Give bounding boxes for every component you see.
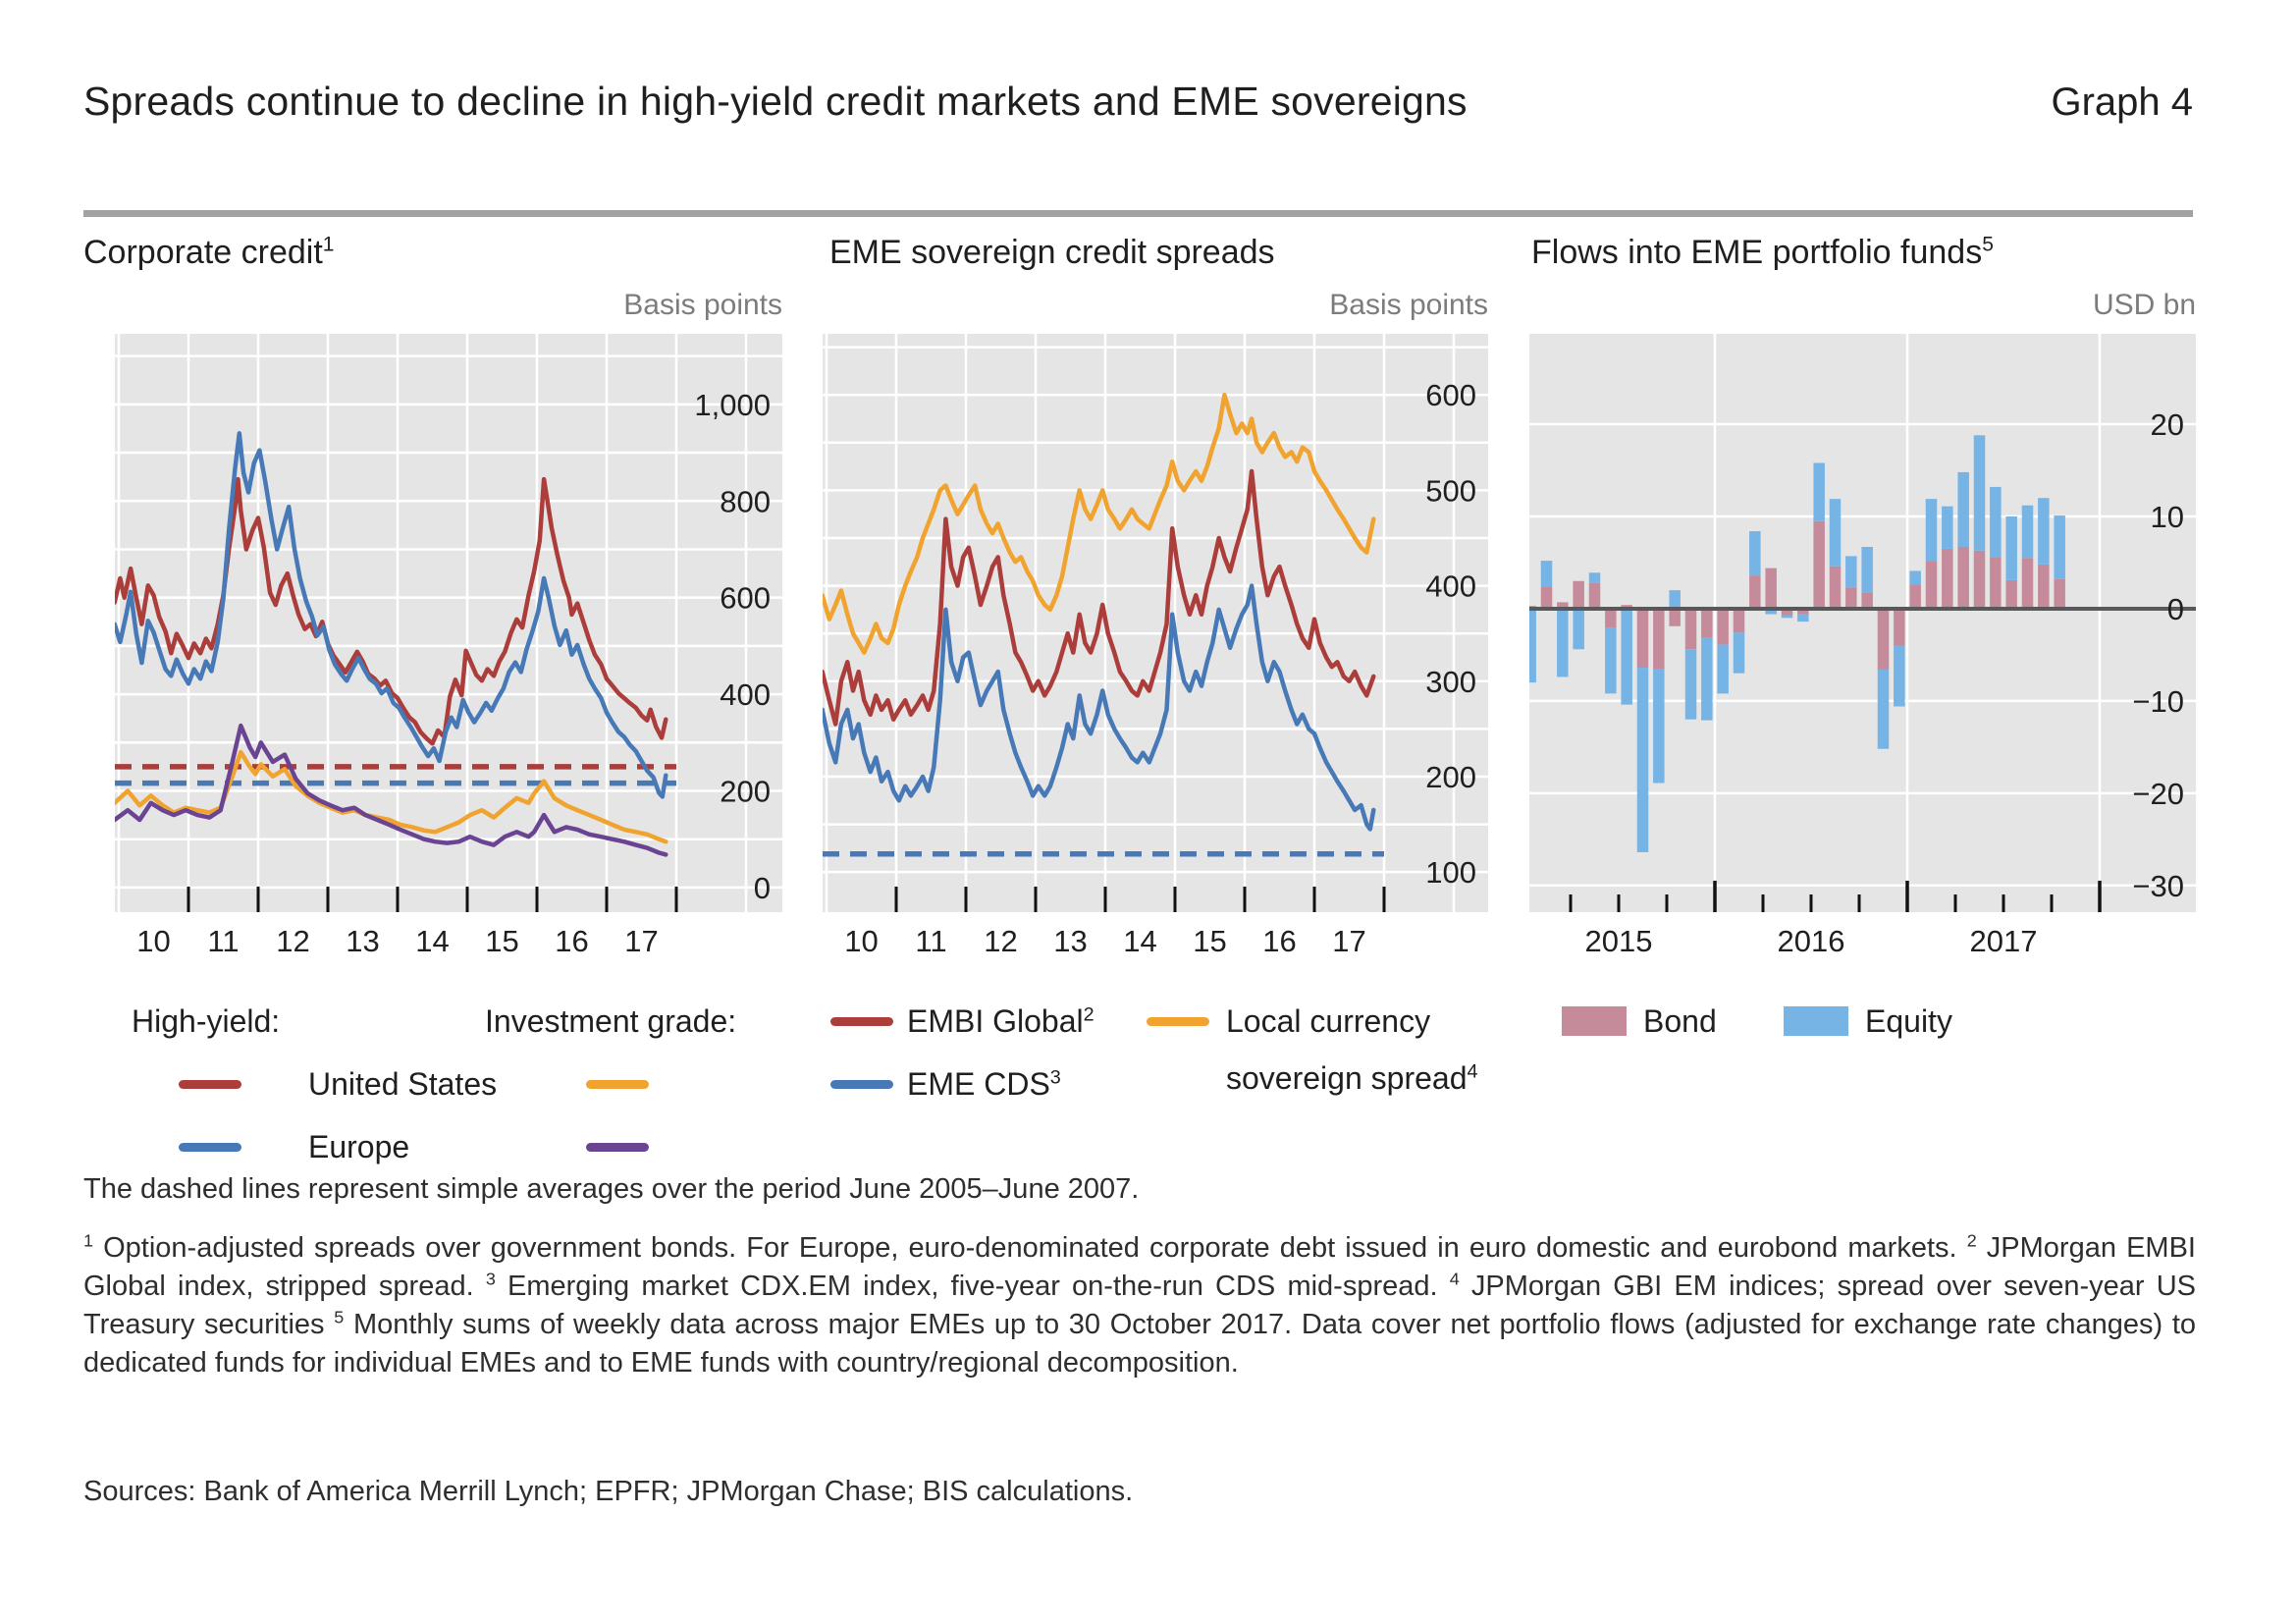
- y-tick-label: 200: [720, 774, 771, 809]
- bar-equity-2016-06: [1797, 615, 1809, 622]
- bar-bond-2016-11: [1878, 609, 1890, 670]
- bar-equity-2016-09: [1845, 556, 1857, 587]
- legend-swatch-eme-cds: [830, 1080, 893, 1089]
- bar-bond-2017-04: [1957, 547, 1969, 609]
- bar-bond-2016-10: [1861, 593, 1873, 609]
- bar-equity-2015-01: [1524, 609, 1536, 682]
- bar-equity-2015-07: [1621, 609, 1632, 705]
- x-tick-label: 16: [1262, 924, 1297, 958]
- legend-label-equity: Equity: [1865, 1003, 1952, 1039]
- legend-swatch-us-investment-grade: [586, 1080, 649, 1089]
- bar-bond-2015-05: [1589, 583, 1601, 609]
- y-tick-label: 600: [1425, 378, 1476, 413]
- bar-equity-2017-08: [2022, 506, 2034, 559]
- legend-swatch-local-currency-spread: [1147, 1017, 1209, 1026]
- bar-bond-2016-12: [1894, 609, 1905, 646]
- legend-group-high-yield-label: High-yield:: [132, 1003, 281, 1039]
- bar-bond-2017-07: [2005, 580, 2016, 609]
- x-tick-label: 12: [276, 924, 310, 958]
- sources-line: Sources: Bank of America Merrill Lynch; EPFR; JPMorgan Chase; BIS calculations.: [83, 1476, 1134, 1507]
- panel-title-eme-sovereign-spreads: EME sovereign credit spreads: [829, 234, 1275, 271]
- bar-equity-2016-05: [1782, 616, 1793, 619]
- bar-equity-2015-05: [1589, 572, 1601, 582]
- legend-label-europe: Europe: [308, 1129, 410, 1164]
- bar-equity-2017-10: [2054, 515, 2065, 579]
- legend-swatch-embi-global: [830, 1017, 893, 1026]
- bar-bond-2015-02: [1541, 586, 1553, 609]
- bar-bond-2017-02: [1926, 561, 1938, 609]
- graph-number-label: Graph 4: [2051, 81, 2193, 124]
- axis-unit-label-p1: Basis points: [623, 289, 782, 321]
- x-tick-label: 10: [136, 924, 171, 958]
- panel-title-corporate-credit: Corporate credit$^1$: [83, 233, 335, 271]
- x-tick-label: 2016: [1777, 924, 1845, 958]
- bar-bond-2015-06: [1605, 609, 1617, 628]
- legend-label-eme-cds: EME CDS$^3$: [907, 1066, 1061, 1102]
- bar-equity-2017-01: [1909, 570, 1921, 584]
- bar-bond-2016-01: [1717, 609, 1729, 645]
- bar-equity-2017-05: [1974, 435, 1986, 550]
- bar-equity-2015-04: [1573, 609, 1584, 649]
- bar-bond-2015-08: [1637, 609, 1649, 668]
- y-tick-label: 1,000: [694, 387, 771, 422]
- x-tick-label: 2015: [1584, 924, 1653, 958]
- legend-label-bond: Bond: [1643, 1003, 1717, 1039]
- bar-equity-2017-07: [2005, 516, 2016, 580]
- x-tick-label: 11: [207, 924, 240, 958]
- bar-equity-2017-04: [1957, 472, 1969, 547]
- legend-swatch-bond: [1562, 1006, 1627, 1036]
- bar-bond-2017-06: [1990, 557, 2002, 609]
- bar-bond-2015-11: [1685, 609, 1697, 649]
- legend-label-local-currency-line2: sovereign spread$^4$: [1226, 1060, 1478, 1096]
- bar-bond-2016-04: [1765, 568, 1777, 609]
- bar-equity-2016-03: [1749, 531, 1761, 575]
- panel-title-eme-portfolio-flows: Flows into EME portfolio funds$^5$: [1531, 233, 1994, 271]
- y-tick-label: 200: [1425, 759, 1476, 794]
- legend-swatch-europe-investment-grade: [586, 1143, 649, 1152]
- bar-equity-2015-11: [1685, 649, 1697, 719]
- bar-bond-2016-03: [1749, 575, 1761, 609]
- x-tick-label: 14: [1123, 924, 1157, 958]
- y-tick-label: 500: [1425, 473, 1476, 509]
- x-tick-label: 2017: [1969, 924, 2038, 958]
- y-tick-label: 10: [2150, 500, 2184, 534]
- legend-swatch-equity: [1784, 1006, 1848, 1036]
- axis-unit-label-p3: USD bn: [2092, 289, 2196, 321]
- bar-equity-2017-09: [2038, 498, 2050, 565]
- y-tick-label: 0: [2166, 591, 2184, 626]
- x-tick-label: 15: [485, 924, 519, 958]
- x-tick-label: 11: [915, 924, 947, 958]
- x-tick-label: 12: [984, 924, 1018, 958]
- x-tick-label: 13: [1053, 924, 1088, 958]
- x-tick-label: 13: [346, 924, 380, 958]
- corporate-credit-chart: [115, 334, 782, 958]
- bar-bond-2015-12: [1701, 609, 1713, 637]
- y-tick-label: 800: [720, 484, 771, 519]
- bar-equity-2015-09: [1653, 669, 1665, 783]
- y-tick-label: 600: [720, 580, 771, 616]
- y-tick-label: −20: [2132, 776, 2184, 811]
- y-tick-label: 400: [720, 677, 771, 713]
- footnotes: $^1$ Option-adjusted spreads over government bonds. For Europe, euro-denominated corporate debt issued in euro domestic and eurobond markets. $^2$ JPMorgan EMBI Global index, stripped spread. $^3$ Emerging market CDX.EM index, five-year on-the-run CDS mid-spread. $^4$ JPMorgan GBI EM indices; spread over seven-year US Treasury securities $^5$ Monthly sums of weekly data across major EMEs up to 30 October 2017. Data cover net portfolio flows (adjusted for exchange rate changes) to dedicated funds for individual EMEs and to EME funds with country/regional decomposition.: [83, 1230, 2197, 1379]
- bar-bond-2017-01: [1909, 585, 1921, 609]
- eme-portfolio-flows-chart: [1524, 334, 2196, 958]
- bar-bond-2016-09: [1845, 587, 1857, 609]
- y-tick-label: 100: [1425, 855, 1476, 891]
- bar-bond-2017-05: [1974, 551, 1986, 609]
- bar-equity-2015-02: [1541, 561, 1553, 586]
- page-title: Spreads continue to decline in high-yield credit markets and EME sovereigns: [83, 79, 1468, 124]
- bar-bond-2016-02: [1734, 609, 1745, 632]
- x-tick-label: 16: [555, 924, 589, 958]
- bar-bond-2015-10: [1669, 609, 1681, 626]
- y-tick-label: 300: [1425, 664, 1476, 699]
- eme-sovereign-spreads-chart: [823, 334, 1488, 958]
- x-tick-label: 14: [415, 924, 450, 958]
- bar-equity-2015-08: [1637, 668, 1649, 852]
- bar-bond-2017-10: [2054, 579, 2065, 609]
- bar-equity-2016-10: [1861, 547, 1873, 593]
- bar-equity-2016-12: [1894, 646, 1905, 707]
- bar-equity-2017-03: [1942, 507, 1953, 549]
- x-tick-label: 10: [844, 924, 879, 958]
- bar-bond-2016-07: [1813, 521, 1825, 609]
- bar-bond-2017-08: [2022, 558, 2034, 609]
- legend-group-investment-grade-label: Investment grade:: [485, 1003, 737, 1039]
- bar-equity-2016-02: [1734, 632, 1745, 673]
- bar-equity-2016-07: [1813, 463, 1825, 521]
- bar-equity-2015-10: [1669, 590, 1681, 609]
- bar-bond-2015-04: [1573, 581, 1584, 609]
- y-tick-label: 20: [2150, 407, 2184, 443]
- legend-swatch-us-high-yield: [179, 1080, 241, 1089]
- axis-unit-label-p2: Basis points: [1329, 289, 1488, 321]
- x-tick-label: 15: [1193, 924, 1227, 958]
- y-tick-label: −10: [2132, 683, 2184, 719]
- bar-equity-2017-02: [1926, 499, 1938, 561]
- bar-equity-2016-11: [1878, 670, 1890, 749]
- bar-equity-2015-03: [1557, 609, 1569, 677]
- legend-label-local-currency-line1: Local currency: [1226, 1003, 1431, 1039]
- bar-equity-2017-06: [1990, 487, 2002, 557]
- bar-bond-2017-03: [1942, 549, 1953, 609]
- bar-equity-2016-08: [1830, 499, 1842, 567]
- bar-equity-2016-01: [1717, 645, 1729, 694]
- y-tick-label: −30: [2132, 868, 2184, 903]
- bar-bond-2016-08: [1830, 567, 1842, 609]
- y-tick-label: 0: [753, 870, 771, 905]
- dashed-lines-note: The dashed lines represent simple averages over the period June 2005–June 2007.: [83, 1173, 1140, 1205]
- x-tick-label: 17: [624, 924, 659, 958]
- bar-bond-2017-09: [2038, 565, 2050, 609]
- bar-bond-2015-09: [1653, 609, 1665, 669]
- x-tick-label: 17: [1332, 924, 1366, 958]
- legend-label-united-states: United States: [308, 1066, 498, 1102]
- legend-label-embi-global: EMBI Global$^2$: [907, 1003, 1095, 1039]
- bar-equity-2015-06: [1605, 628, 1617, 694]
- bar-equity-2015-12: [1701, 637, 1713, 721]
- y-tick-label: 400: [1425, 568, 1476, 604]
- legend-swatch-europe-high-yield: [179, 1143, 241, 1152]
